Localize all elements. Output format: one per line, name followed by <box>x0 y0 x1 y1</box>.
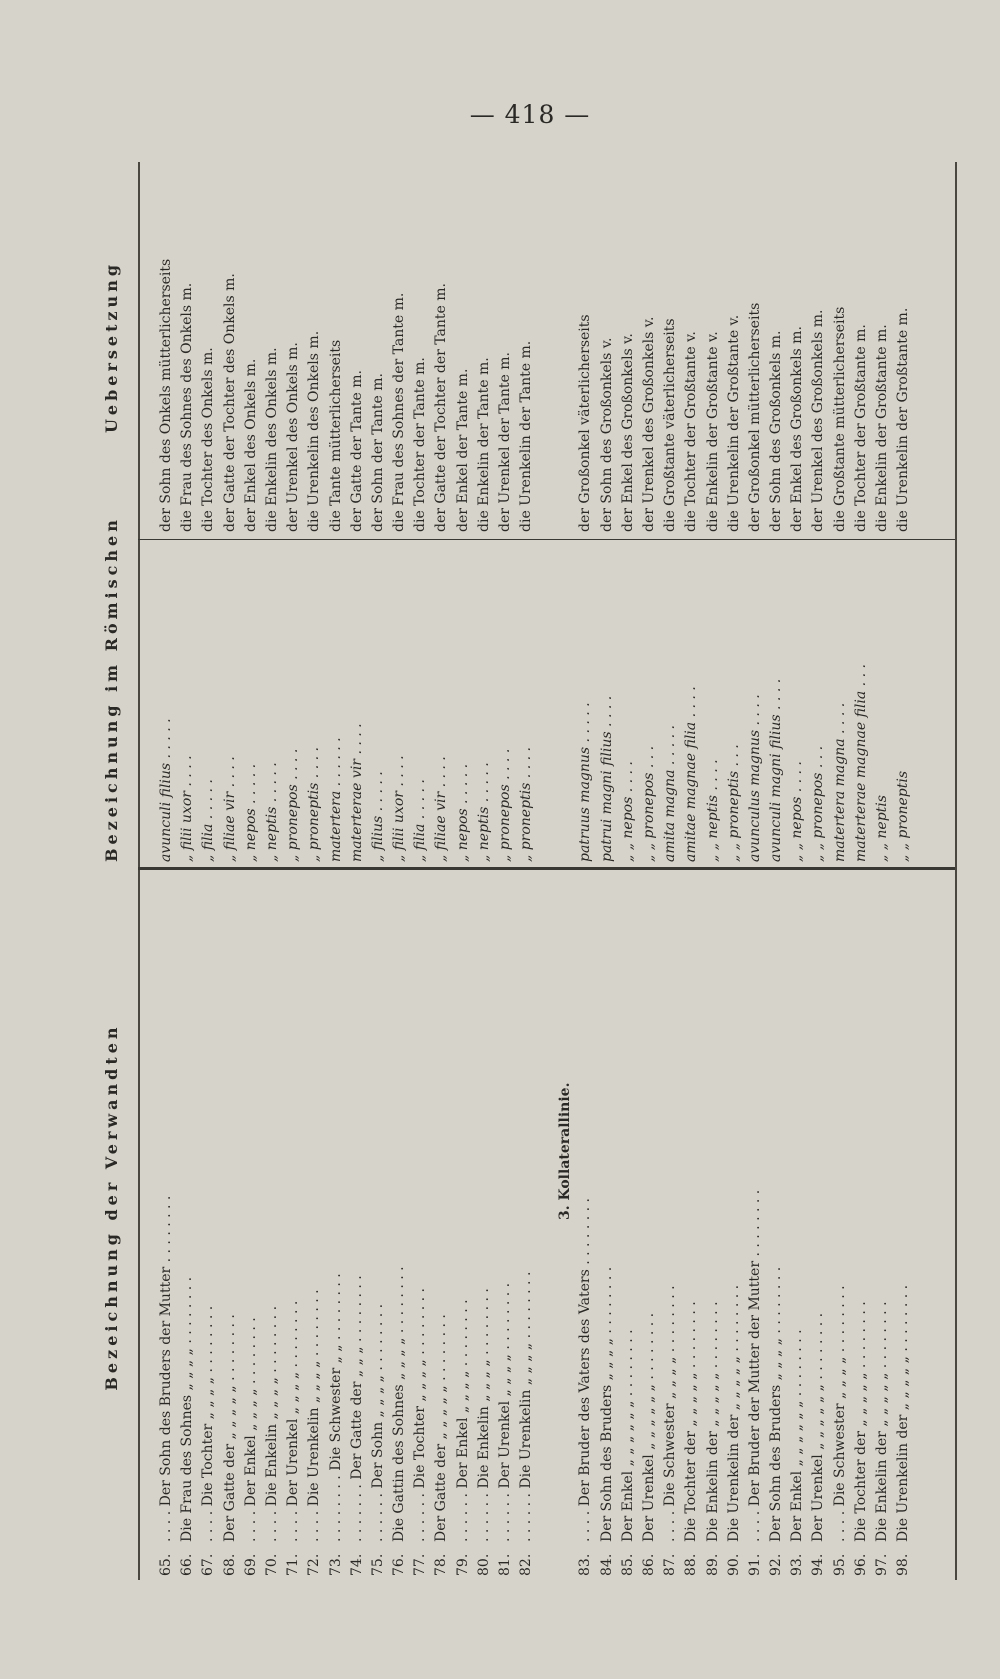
translation-text: der Großonkel väterlicherseits <box>577 314 594 532</box>
latin-term: materterae vir . . . . <box>348 723 365 862</box>
translation-text: die Frau des Sohnes des Onkels m. <box>179 282 196 532</box>
translation-text: der Enkel der Tante m. <box>454 368 471 532</box>
table-row <box>766 162 787 1580</box>
relative-designation: Die Urenkelin der „ „ „ „ „ . . . . . . . . <box>895 1284 912 1542</box>
row-number: 76. <box>391 1553 408 1576</box>
latin-term: „ „ proneptis <box>895 770 912 862</box>
translation-text: der Urenkel des Großonkels m. <box>810 309 827 532</box>
relative-designation: . . . . . . Die Urenkelin „ „ „ „ . . . . . . . . <box>518 1271 535 1542</box>
relative-designation: . . . . Die Tochter „ „ „ „ . . . . . . . . <box>200 1305 217 1542</box>
translation-text: die Urenkelin der Großtante v. <box>725 314 742 532</box>
relative-designation: . . . . Der Urenkel „ „ „ „ . . . . . . . . <box>285 1300 302 1542</box>
row-number: 86. <box>640 1553 657 1576</box>
translation-text: die Tochter der Großtante v. <box>683 331 700 532</box>
latin-term: avunculus magnus . . . . <box>746 694 763 862</box>
relative-designation: . . . . Der Enkel „ „ „ „ . . . . . . . . <box>242 1317 259 1542</box>
translation-text: die Großtante väterlicherseits <box>662 318 679 532</box>
translation-text: die Tante mütterlicherseits <box>327 339 344 532</box>
relative-designation: . . . . Der Sohn des Bruders der Mutter . . . . . . . . <box>158 1195 174 1542</box>
row-number: 75. <box>369 1553 386 1576</box>
table-row <box>724 162 745 1580</box>
relative-designation: Die Gattin des Sohnes „ „ „ „ . . . . . . . . <box>391 1266 408 1542</box>
table-row <box>220 162 241 1580</box>
section-heading: 3. Kollaterallinie. <box>557 1082 574 1220</box>
translation-text: der Gatte der Tochter des Onkels m. <box>221 273 238 532</box>
row-number: 89. <box>704 1553 721 1576</box>
table-row <box>830 162 851 1580</box>
relative-designation: . . . . Die Enkelin „ „ „ „ . . . . . . . . <box>263 1305 280 1542</box>
table-row <box>703 162 724 1580</box>
translation-text: die Großtante mütterlicherseits <box>831 306 848 532</box>
relative-designation: . . . . Der Bruder des Vaters des Vaters . . . . . . . . <box>577 1198 594 1542</box>
latin-term: „ „ proneptis . . . <box>725 744 742 862</box>
latin-term: „ nepos . . . . . <box>242 763 259 862</box>
latin-term: „ filia . . . . . <box>200 779 217 862</box>
row-number: 66. <box>179 1553 196 1576</box>
latin-term: „ „ nepos . . . . <box>789 761 806 862</box>
latin-term: „ „ pronepos . . . <box>640 745 657 862</box>
row-number: 94. <box>810 1553 827 1576</box>
latin-term: materterae magnae filia . . . <box>852 664 869 862</box>
row-number: 90. <box>725 1553 742 1576</box>
row-number: 77. <box>412 1553 429 1576</box>
relative-designation: Der Enkel „ „ „ „ „ „ . . . . . . . . <box>619 1329 636 1542</box>
relative-designation: Die Enkelin der „ „ „ „ „ . . . . . . . . <box>704 1301 721 1542</box>
translation-text: der Urenkel des Onkels m. <box>285 342 302 532</box>
relative-designation: . . . . . . . Der Gatte der „ „ „ . . . . . . . . <box>348 1275 365 1542</box>
table-row <box>410 162 431 1580</box>
relative-designation: Die Urenkelin der „ „ „ „ „ . . . . . . . . <box>725 1284 742 1542</box>
translation-text: die Enkelin der Tante m. <box>475 357 492 532</box>
table-row <box>304 162 325 1580</box>
table-row <box>177 162 198 1580</box>
table-row <box>597 162 618 1580</box>
table-row <box>389 162 410 1580</box>
translation-text: der Sohn des Großonkels v. <box>598 337 615 532</box>
translation-text: die Enkelin der Großtante m. <box>874 324 890 532</box>
table-row <box>660 162 681 1580</box>
translation-text: der Sohn des Onkels mütterlicherseits <box>158 258 174 532</box>
table-body <box>156 162 914 1580</box>
relative-designation: Der Urenkel „ „ „ „ „ „ . . . . . . . . <box>640 1312 657 1542</box>
latin-term: „ neptis . . . . . <box>263 762 280 862</box>
latin-term: avunculi magni filius . . . . <box>768 678 785 862</box>
row-number: 98. <box>895 1553 912 1576</box>
row-number: 97. <box>874 1553 890 1576</box>
section-heading-row <box>555 162 575 1580</box>
row-number: 82. <box>518 1553 535 1576</box>
row-number: 83. <box>577 1553 594 1576</box>
latin-term: „ filiae vir . . . . <box>433 756 450 862</box>
latin-term: „ pronepos . . . . <box>497 748 513 862</box>
table-row <box>431 162 452 1580</box>
row-number: 79. <box>454 1553 471 1576</box>
latin-term: „ „ nepos . . . . <box>619 761 636 862</box>
table-row <box>681 162 702 1580</box>
table-row <box>283 162 304 1580</box>
translation-text: die Urenkelin des Onkels m. <box>306 330 323 532</box>
relative-designation: . . . . Der Bruder der Mutter der Mutter . . . . . . . . <box>746 1189 763 1542</box>
relative-designation: . . . . Die Urenkelin „ „ „ „ . . . . . . . . <box>306 1289 323 1542</box>
row-number: 92. <box>768 1553 785 1576</box>
row-number: 91. <box>746 1553 763 1576</box>
translation-text: der Sohn der Tante m. <box>369 373 386 532</box>
latin-term: „ proneptis . . . . <box>518 747 535 862</box>
relative-designation: Der Urenkel „ „ „ „ „ „ . . . . . . . . <box>810 1312 827 1542</box>
latin-term: „ „ neptis <box>874 795 890 862</box>
translation-text: der Urenkel des Großonkels v. <box>640 316 657 532</box>
relative-designation: Die Tochter der „ „ „ „ „ . . . . . . . . <box>852 1301 869 1542</box>
latin-term: „ filia . . . . . <box>412 779 429 862</box>
table-row <box>241 162 262 1580</box>
table-row <box>516 162 537 1580</box>
table-row <box>368 162 389 1580</box>
table-row <box>851 162 872 1580</box>
row-number: 88. <box>683 1553 700 1576</box>
row-number: 81. <box>497 1553 513 1576</box>
latin-term: patrui magni filius . . . . <box>598 695 615 862</box>
row-number: 73. <box>327 1553 344 1576</box>
table-row <box>872 162 893 1580</box>
row-number: 80. <box>475 1553 492 1576</box>
relative-designation: . . . . . . Der Sohn „ „ „ „ . . . . . . . . <box>369 1303 386 1542</box>
translation-text: die Enkelin des Onkels m. <box>263 347 280 532</box>
table-row <box>618 162 639 1580</box>
table-row <box>808 162 829 1580</box>
translation-text: der Gatte der Tante m. <box>348 370 365 532</box>
header-relatives: Bezeichnung der Verwandten <box>102 1023 121 1391</box>
translation-text: der Urenkel der Tante m. <box>497 352 513 532</box>
relative-designation: . . . . . . Die Tochter „ „ „ „ . . . . . . . . <box>412 1288 429 1542</box>
translation-text: der Gatte der Tochter der Tante m. <box>433 283 450 532</box>
table-row <box>495 162 516 1580</box>
section-gap <box>537 162 555 1580</box>
table-row <box>347 162 368 1580</box>
row-number: 71. <box>285 1553 302 1576</box>
translation-text: die Urenkelin der Tante m. <box>518 340 535 532</box>
latin-term: „ filii uxor . . . . <box>391 755 408 862</box>
relative-designation: Der Gatte der „ „ „ „ „ . . . . . . . . <box>433 1314 450 1542</box>
table-row <box>787 162 808 1580</box>
relative-designation: . . . . . . Die Enkelin „ „ „ „ . . . . . . . . <box>475 1288 492 1542</box>
relatives-table <box>86 162 956 1580</box>
latin-term: amitae magnae filia . . . . <box>683 686 700 862</box>
row-number: 68. <box>221 1553 238 1576</box>
latin-term: „ „ pronepos . . . <box>810 745 827 862</box>
translation-text: der Enkel des Onkels m. <box>242 358 259 532</box>
latin-term: „ filius . . . . . <box>369 771 386 862</box>
translation-text: die Frau des Sohnes der Tante m. <box>391 292 408 532</box>
relative-designation: Der Enkel „ „ „ „ „ „ . . . . . . . . <box>789 1329 806 1542</box>
relative-designation: Die Enkelin der „ „ „ „ „ . . . . . . . . <box>874 1301 890 1542</box>
table-row <box>745 162 766 1580</box>
row-number: 70. <box>263 1553 280 1576</box>
latin-term: „ nepos . . . . . <box>454 763 471 862</box>
translation-text: der Großonkel mütterlicherseits <box>746 302 763 532</box>
header-rule <box>138 162 140 1580</box>
table-row <box>575 162 596 1580</box>
latin-term: amita magna . . . . . <box>662 725 679 862</box>
latin-term: avunculi filius . . . . . <box>158 718 174 862</box>
table-row <box>893 162 914 1580</box>
relative-designation: Der Gatte der „ „ „ „ „ . . . . . . . . <box>221 1314 238 1542</box>
translation-text: die Tochter der Tante m. <box>412 357 429 532</box>
relative-designation: Der Sohn des Bruders „ „ „ „ . . . . . . . . <box>768 1266 785 1542</box>
row-number: 96. <box>852 1553 869 1576</box>
latin-term: „ filii uxor . . . . <box>179 755 196 862</box>
translation-text: die Enkelin der Großtante v. <box>704 331 721 532</box>
relative-designation: . . . . . . Der Enkel „ „ „ „ . . . . . . . . <box>454 1299 471 1542</box>
row-number: 95. <box>831 1553 848 1576</box>
latin-term: matertera magna . . . . <box>831 702 848 862</box>
translation-text: die Urenkelin der Großtante m. <box>895 307 912 532</box>
translation-text: der Enkel des Großonkels v. <box>619 333 636 532</box>
header-roman: Bezeichnung im Römischen <box>102 516 121 862</box>
latin-term: „ filiae vir . . . . <box>221 756 238 862</box>
row-number: 87. <box>662 1553 679 1576</box>
row-number: 84. <box>598 1553 615 1576</box>
row-number: 65. <box>158 1553 174 1576</box>
table-row <box>198 162 219 1580</box>
table-row <box>262 162 283 1580</box>
table-row <box>326 162 347 1580</box>
row-number: 72. <box>306 1553 323 1576</box>
latin-term: matertera . . . . . . <box>327 737 344 862</box>
page-number: — 418 — <box>469 100 591 129</box>
relative-designation: . . . . . . Der Urenkel „ „ „ „ . . . . . . . . <box>497 1282 513 1542</box>
latin-term: „ pronepos . . . . <box>285 748 302 862</box>
row-number: 85. <box>619 1553 636 1576</box>
relative-designation: . . . . Die Schwester „ „ „ „ . . . . . . . . <box>831 1285 848 1542</box>
bottom-rule <box>955 162 957 1580</box>
header-translation: Uebersetzung <box>102 260 121 434</box>
translation-text: die Tochter des Onkels m. <box>200 347 217 532</box>
relative-designation: Die Tochter der „ „ „ „ „ . . . . . . . . <box>683 1301 700 1542</box>
table-row <box>639 162 660 1580</box>
table-row <box>474 162 495 1580</box>
row-number: 74. <box>348 1553 365 1576</box>
translation-text: der Enkel des Großonkels m. <box>789 326 806 532</box>
translation-text: der Sohn des Großonkels m. <box>768 330 785 532</box>
translation-text: die Tochter der Großtante m. <box>852 324 869 532</box>
latin-term: „ „ neptis . . . . <box>704 759 721 862</box>
latin-term: „ neptis . . . . . <box>475 762 492 862</box>
table-row <box>453 162 474 1580</box>
latin-term: „ proneptis . . . . <box>306 747 323 862</box>
relative-designation: Die Frau des Sohnes „ „ „ „ . . . . . . . . <box>179 1276 196 1542</box>
relative-designation: Der Sohn des Bruders „ „ „ „ . . . . . . . . <box>598 1266 615 1542</box>
row-number: 67. <box>200 1553 217 1576</box>
row-number: 93. <box>789 1553 806 1576</box>
row-number: 69. <box>242 1553 259 1576</box>
latin-term: patruus magnus . . . . . <box>577 702 594 862</box>
table-row <box>156 162 177 1580</box>
relative-designation: . . . . Die Schwester „ „ „ „ . . . . . . . . <box>662 1285 679 1542</box>
row-number: 78. <box>433 1553 450 1576</box>
relative-designation: . . . . . . . . Die Schwester „ „ . . . . . . . . <box>327 1273 344 1542</box>
